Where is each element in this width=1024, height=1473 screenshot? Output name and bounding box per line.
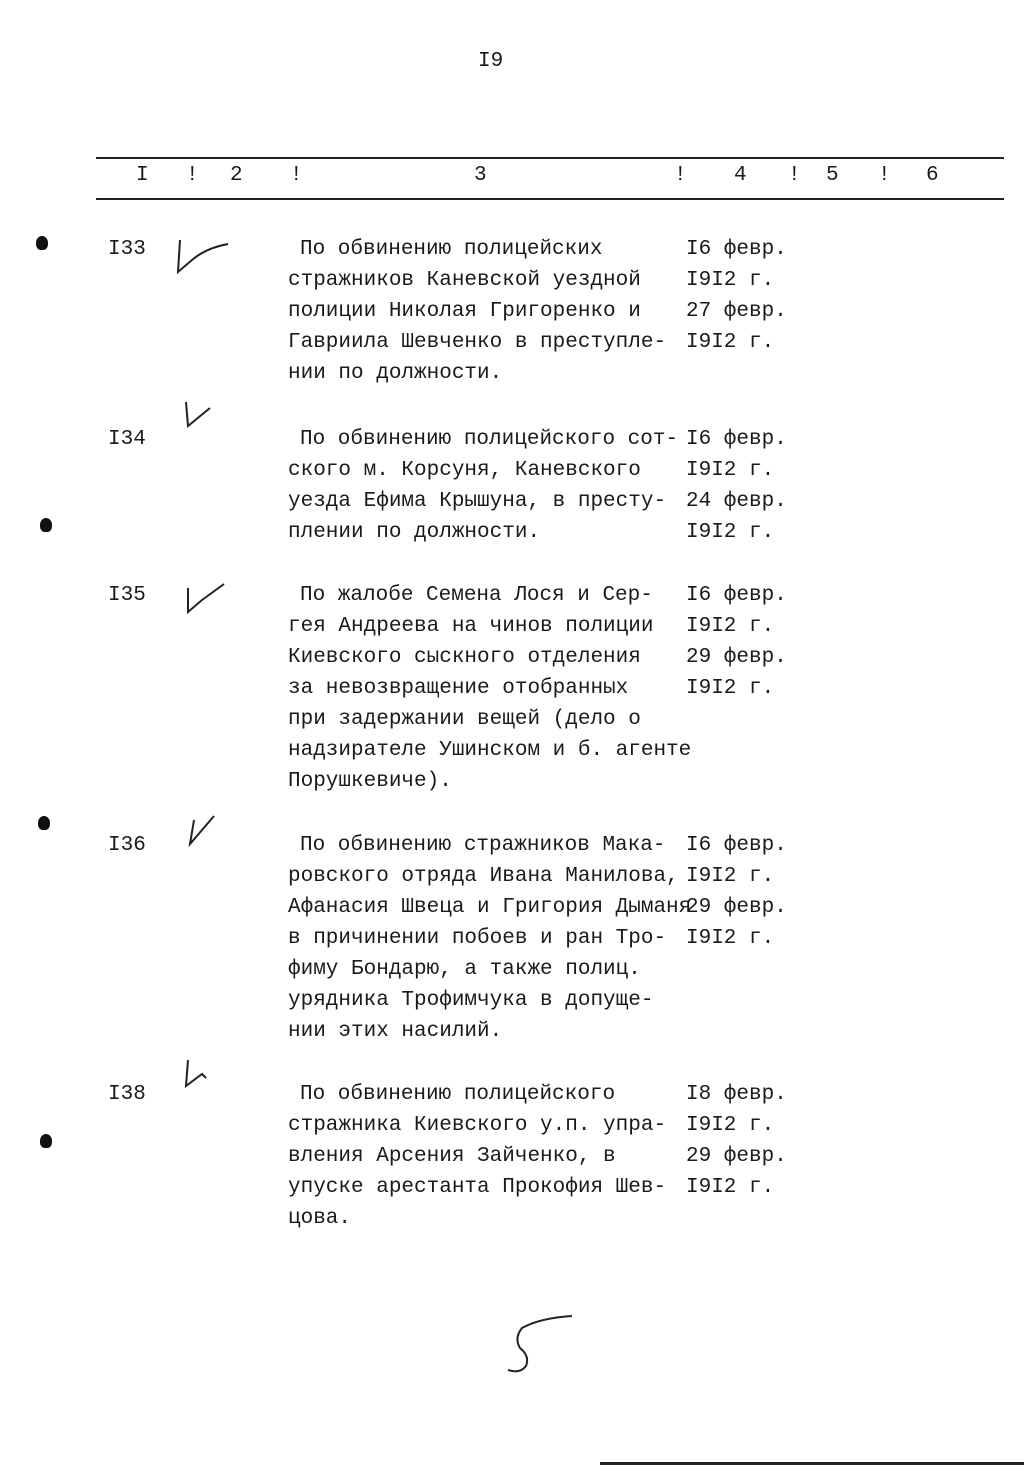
date-line: I6 февр. — [686, 428, 787, 451]
description-line: стражника Киевского у.п. упра- — [288, 1114, 667, 1137]
binder-hole-mark — [38, 816, 50, 830]
binder-hole-mark — [40, 518, 52, 532]
date-line: 29 февр. — [686, 896, 787, 919]
header-bottom-rule — [96, 198, 1004, 200]
description-line: ровского отряда Ивана Манилова, — [288, 865, 679, 888]
description-line: нии этих насилий. — [288, 1020, 503, 1043]
description-line: уезда Ефима Крышуна, в престу- — [288, 490, 667, 513]
column-sep: ! — [290, 164, 303, 187]
binder-hole-mark — [36, 236, 48, 250]
description-line: полиции Николая Григоренко и — [288, 300, 641, 323]
column-sep: ! — [878, 164, 891, 187]
column-1: I — [136, 164, 149, 187]
date-line: I9I2 г. — [686, 615, 775, 638]
column-6: 6 — [926, 164, 939, 187]
date-line: I9I2 г. — [686, 331, 775, 354]
binder-hole-mark — [40, 1134, 52, 1148]
description-line: Гавриила Шевченко в преступле- — [288, 331, 667, 354]
description-line: в причинении побоев и ран Тро- — [288, 927, 667, 950]
description-line: стражников Каневской уездной — [288, 269, 641, 292]
date-line: I9I2 г. — [686, 927, 775, 950]
description-line: По обвинению полицейского сот- — [300, 428, 679, 451]
date-line: I9I2 г. — [686, 269, 775, 292]
entry-number: I38 — [108, 1083, 146, 1106]
date-line: I6 февр. — [686, 584, 787, 607]
date-line: I6 февр. — [686, 834, 787, 857]
entry-number: I34 — [108, 428, 146, 451]
check-mark-icon — [180, 398, 220, 430]
date-line: I8 февр. — [686, 1083, 787, 1106]
date-line: I9I2 г. — [686, 459, 775, 482]
date-line: I9I2 г. — [686, 521, 775, 544]
description-line: надзирателе Ушинском и б. агенте — [288, 739, 692, 762]
header-top-rule — [96, 157, 1004, 159]
date-line: I9I2 г. — [686, 1114, 775, 1137]
check-mark-icon — [184, 812, 224, 848]
date-line: I9I2 г. — [686, 677, 775, 700]
date-line: I9I2 г. — [686, 1176, 775, 1199]
entry-number: I36 — [108, 834, 146, 857]
entry-number: I33 — [108, 238, 146, 261]
column-sep: ! — [186, 164, 199, 187]
description-line: плении по должности. — [288, 521, 541, 544]
column-5: 5 — [826, 164, 839, 187]
date-line: I6 февр. — [686, 238, 787, 261]
check-mark-icon — [180, 1058, 220, 1090]
page-number: I9 — [478, 50, 504, 73]
description-line: гея Андреева на чинов полиции — [288, 615, 654, 638]
column-3: 3 — [474, 164, 487, 187]
description-line: нии по должности. — [288, 362, 503, 385]
entry-number: I35 — [108, 584, 146, 607]
description-line: Порушкевиче). — [288, 770, 452, 793]
description-line: По обвинению стражников Мака- — [300, 834, 666, 857]
date-line: I9I2 г. — [686, 865, 775, 888]
description-line: урядника Трофимчука в допуще- — [288, 989, 654, 1012]
date-line: 29 февр. — [686, 646, 787, 669]
description-line: По жалобе Семена Лося и Сер- — [300, 584, 653, 607]
description-line: фиму Бондарю, а также полиц. — [288, 958, 641, 981]
column-sep: ! — [674, 164, 687, 187]
date-line: 24 февр. — [686, 490, 787, 513]
check-mark-icon — [180, 580, 230, 616]
description-line: за невозвращение отобранных — [288, 677, 629, 700]
description-line: По обвинению полицейских — [300, 238, 603, 261]
date-line: 29 февр. — [686, 1145, 787, 1168]
description-line: при задержании вещей (дело о — [288, 708, 641, 731]
column-4: 4 — [734, 164, 747, 187]
description-line: Афанасия Швеца и Григория Дыманя — [288, 896, 692, 919]
column-2: 2 — [230, 164, 243, 187]
description-line: Киевского сыскного отделения — [288, 646, 641, 669]
description-line: ского м. Корсуня, Каневского — [288, 459, 641, 482]
check-mark-icon — [172, 236, 232, 276]
handwritten-signature — [500, 1310, 580, 1380]
description-line: упуске арестанта Прокофия Шев- — [288, 1176, 667, 1199]
bottom-rule — [600, 1462, 1024, 1465]
description-line: цова. — [288, 1207, 352, 1230]
description-line: По обвинению полицейского — [300, 1083, 616, 1106]
date-line: 27 февр. — [686, 300, 787, 323]
column-sep: ! — [788, 164, 801, 187]
description-line: вления Арсения Зайченко, в — [288, 1145, 616, 1168]
